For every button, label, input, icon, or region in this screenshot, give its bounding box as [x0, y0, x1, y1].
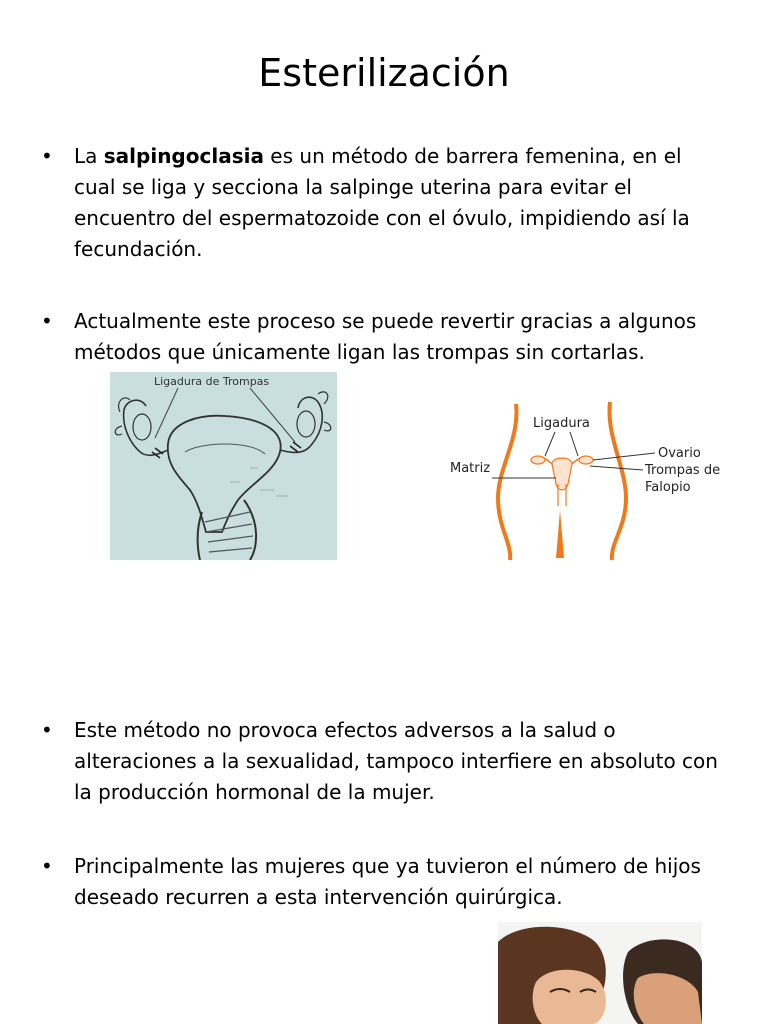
label-matriz: Matriz [450, 461, 491, 476]
bullet-prefix: La [74, 144, 104, 168]
label-trompas: Trompas de [645, 463, 721, 478]
label-ligadura: Ligadura [533, 416, 590, 431]
diagram-uterus [552, 458, 572, 490]
bullet-salpingoclasia [74, 141, 724, 265]
bullet-bold-term: salpingoclasia [103, 144, 264, 168]
bullet-reversibility: • Actualmente este proceso se puede revertir gracias a algunos métodos que únicamente ligan las trompas sin cortarlas. [74, 306, 744, 368]
tubal-ligation-sketch [110, 372, 337, 560]
pointer-trompas [590, 466, 643, 470]
sketch-background [110, 372, 337, 560]
bullet-text: es un método de barrera femenina, en el cual se liga y secciona la salpinge uterina para evitar el encuentro del espermatozoide con el óvulo, impidiendo así la fecundación. [74, 144, 690, 261]
sketch-label: Ligadura de Trompas [154, 375, 270, 388]
bullet-no-side-effects: • Este método no provoca efectos adversos a la salud o alteraciones a la sexualidad, tampoco interfiere en absoluto con la producción hormonal de la mujer. [74, 715, 734, 808]
slide-title: Esterilización [258, 51, 510, 95]
body-outline-right [609, 402, 626, 560]
label-falopio: Falopio [645, 480, 691, 495]
photo-face-left [533, 970, 606, 1024]
ligation-anatomy-diagram [440, 398, 740, 563]
couple-photo [498, 922, 702, 1024]
pointer-ligadura-left [545, 432, 555, 456]
diagram-right-ovary [579, 456, 593, 464]
label-ovario: Ovario [658, 446, 701, 461]
body-outline-center [556, 510, 564, 558]
body-outline-left [498, 404, 516, 560]
diagram-left-ovary [531, 456, 545, 464]
bullet-who-uses: • Principalmente las mujeres que ya tuvieron el número de hijos deseado recurren a esta intervención quirúrgica. [74, 851, 714, 913]
pointer-ligadura-right [570, 432, 578, 456]
pointer-ovario [593, 453, 655, 460]
